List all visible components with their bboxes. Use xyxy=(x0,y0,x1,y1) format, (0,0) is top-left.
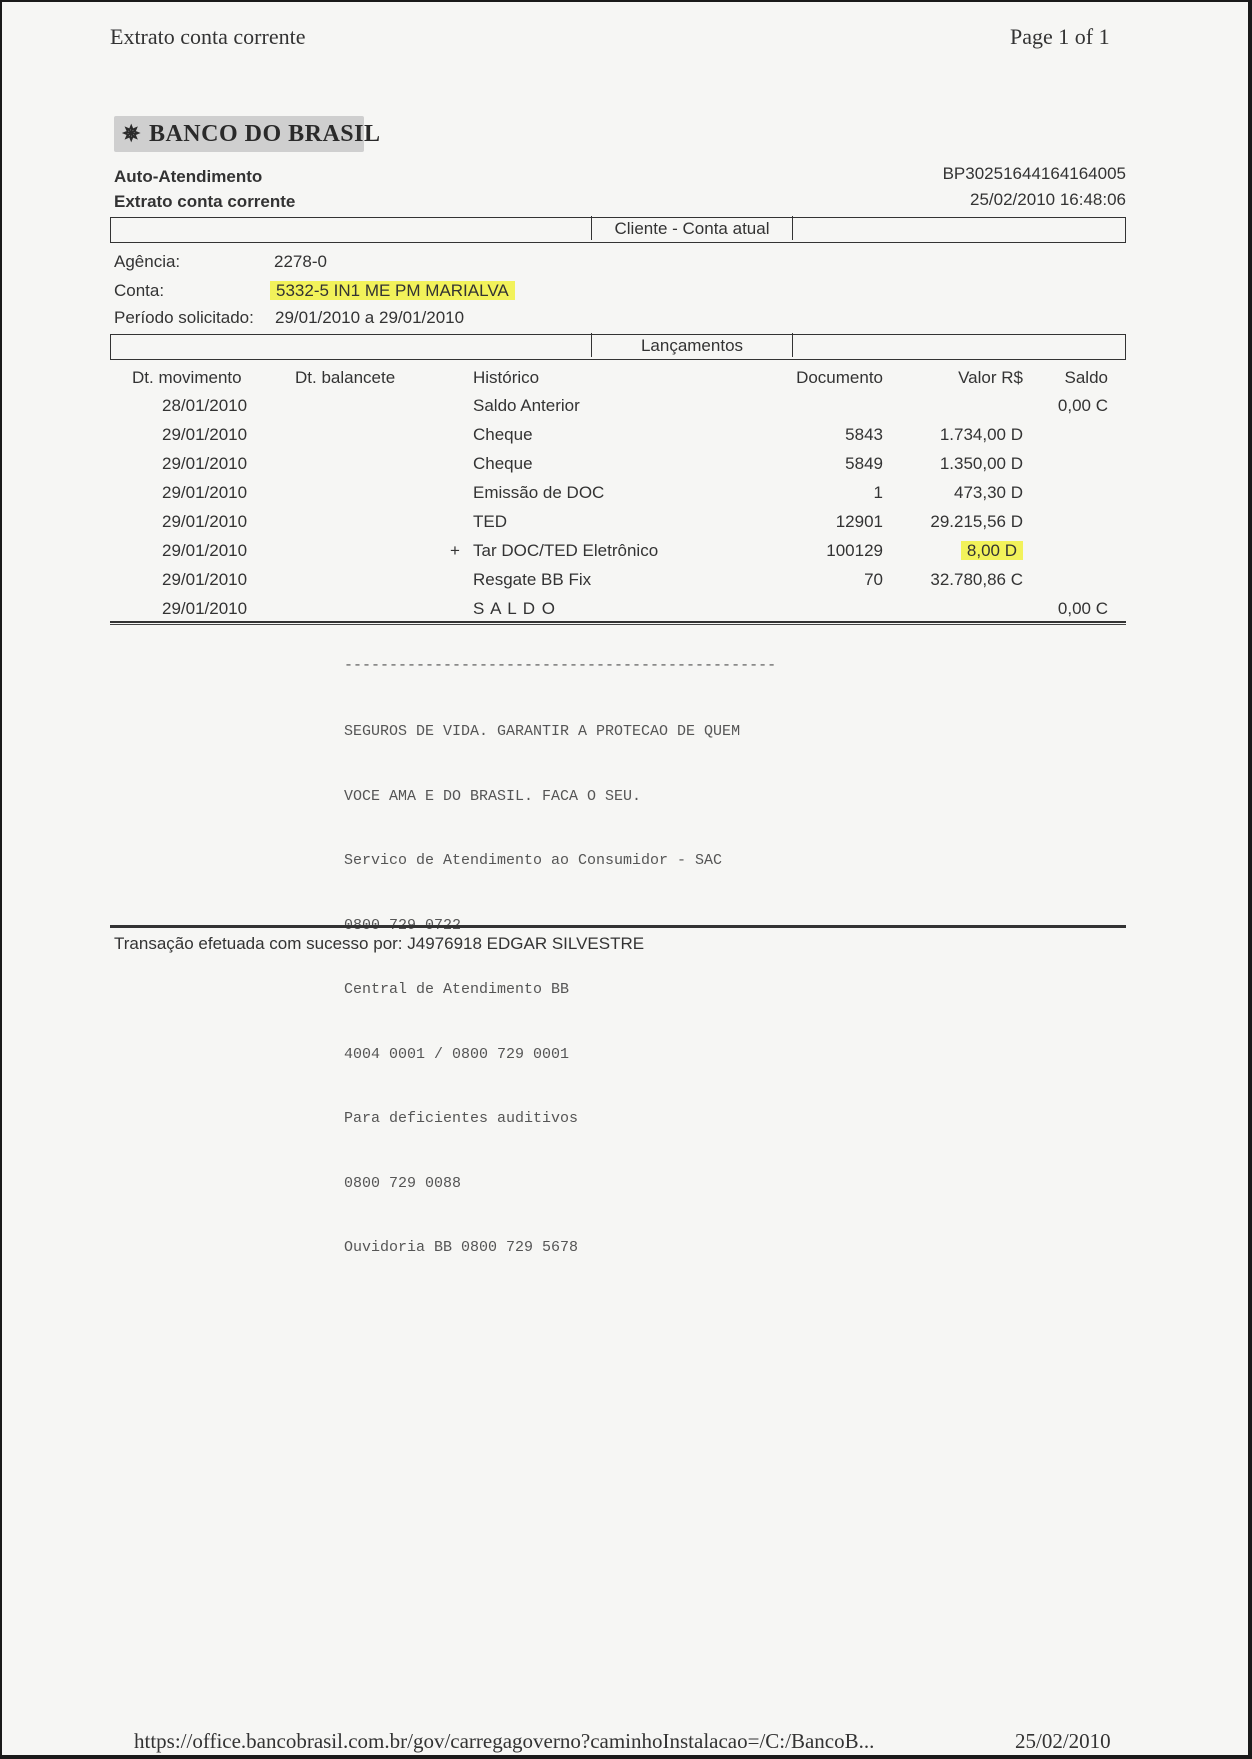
notice-line: VOCE AMA E DO BRASIL. FACA O SEU. xyxy=(344,787,642,805)
cell-documento: 12901 xyxy=(835,512,883,531)
account-value: 5332-5 IN1 ME PM MARIALVA xyxy=(270,281,515,301)
cell-valor: 1.734,00 D xyxy=(939,425,1023,444)
entries-box xyxy=(110,334,1126,360)
bank-logo-icon: ✵ xyxy=(122,121,141,146)
cell-dt-movimento: 29/01/2010 xyxy=(162,454,248,473)
account-label: Conta: xyxy=(114,281,165,300)
cell-historico: Saldo Anterior xyxy=(473,396,580,415)
cell-historico: Cheque xyxy=(473,425,533,444)
cell-saldo: 0,00 C xyxy=(1057,599,1108,618)
cell-documento: 5849 xyxy=(845,454,883,473)
notice-line: SEGUROS DE VIDA. GARANTIR A PROTECAO DE QUEM xyxy=(344,723,741,740)
cell-documento: 1 xyxy=(873,483,883,502)
cell-valor: 8,00 D xyxy=(961,541,1023,561)
header-historico: Histórico xyxy=(473,368,540,387)
cell-dt-movimento: 29/01/2010 xyxy=(162,483,248,502)
period-value: 29/01/2010 a 29/01/2010 xyxy=(275,308,465,327)
cell-dt-movimento: 29/01/2010 xyxy=(162,570,248,589)
client-box-caption: Cliente - Conta atual xyxy=(591,216,793,240)
statement-page xyxy=(2,2,1248,1755)
entries-box-caption: Lançamentos xyxy=(591,333,793,357)
cell-dt-movimento: 28/01/2010 xyxy=(162,396,248,415)
cell-documento: 5843 xyxy=(845,425,883,444)
header-valor: Valor R$ xyxy=(958,368,1023,387)
cell-documento: 70 xyxy=(864,570,883,589)
section-label: Auto-Atendimento xyxy=(114,167,263,186)
header-documento: Documento xyxy=(796,368,883,387)
cell-documento: 100129 xyxy=(826,541,883,560)
cell-dt-movimento: 29/01/2010 xyxy=(162,512,248,531)
notice-line: Para deficientes auditivos xyxy=(344,1110,579,1127)
notice-line: 4004 0001 / 0800 729 0001 xyxy=(344,1045,570,1063)
cell-historico: Emissão de DOC xyxy=(473,483,605,502)
cell-valor: 29.215,56 D xyxy=(930,512,1023,531)
notice-line: 0800 729 0088 xyxy=(344,1174,462,1192)
agency-value: 2278-0 xyxy=(274,252,327,271)
footer-date: 25/02/2010 xyxy=(1015,1729,1111,1753)
protocol-number: BP30251644164164005 xyxy=(942,164,1126,183)
cell-saldo: 0,00 C xyxy=(1057,396,1108,415)
header-dt-movimento: Dt. movimento xyxy=(132,368,242,387)
transaction-rule xyxy=(110,925,1126,928)
footer-url: https://office.bancobrasil.com.br/gov/carregagoverno?caminhoInstalacao=/C:/BancoB... xyxy=(134,1729,875,1753)
cell-historico: Cheque xyxy=(473,454,533,473)
table-end-rule-thin xyxy=(110,624,1126,625)
cell-historico: S A L D O xyxy=(473,599,557,618)
notice-line: Ouvidoria BB 0800 729 5678 xyxy=(344,1239,579,1256)
cell-historico: TED xyxy=(473,512,507,531)
cell-dt-movimento: 29/01/2010 xyxy=(162,541,248,560)
header-saldo: Saldo xyxy=(1064,368,1108,387)
document-title: Extrato conta corrente xyxy=(110,24,306,49)
cell-marker: + xyxy=(450,541,460,560)
cell-historico: Tar DOC/TED Eletrônico xyxy=(473,541,659,560)
table-end-rule xyxy=(110,621,1126,623)
statement-subtitle: Extrato conta corrente xyxy=(114,192,296,211)
notice-line: Central de Atendimento BB xyxy=(344,981,570,998)
notice-line: 0800 729 0722 xyxy=(344,916,462,934)
notice-line: Servico de Atendimento ao Consumidor - SAC xyxy=(344,852,723,869)
notice-block xyxy=(344,678,740,1302)
page-indicator: Page 1 of 1 xyxy=(1010,24,1110,49)
cell-valor: 1.350,00 D xyxy=(939,454,1023,473)
cell-valor: 32.780,86 C xyxy=(930,570,1023,589)
period-label: Período solicitado: xyxy=(114,308,254,327)
cell-valor: 473,30 D xyxy=(954,483,1023,502)
notice-dashes: ------------------------------------------------ xyxy=(344,657,777,674)
client-box xyxy=(110,217,1126,243)
statement-timestamp: 25/02/2010 16:48:06 xyxy=(970,190,1126,209)
bank-logo: ✵ BANCO DO BRASIL xyxy=(114,116,364,152)
agency-label: Agência: xyxy=(114,252,181,271)
cell-dt-movimento: 29/01/2010 xyxy=(162,599,248,618)
header-dt-balancete: Dt. balancete xyxy=(295,368,396,387)
cell-dt-movimento: 29/01/2010 xyxy=(162,425,248,444)
transaction-confirmation: Transação efetuada com sucesso por: J4976918 EDGAR SILVESTRE xyxy=(114,934,645,953)
cell-historico: Resgate BB Fix xyxy=(473,570,592,589)
